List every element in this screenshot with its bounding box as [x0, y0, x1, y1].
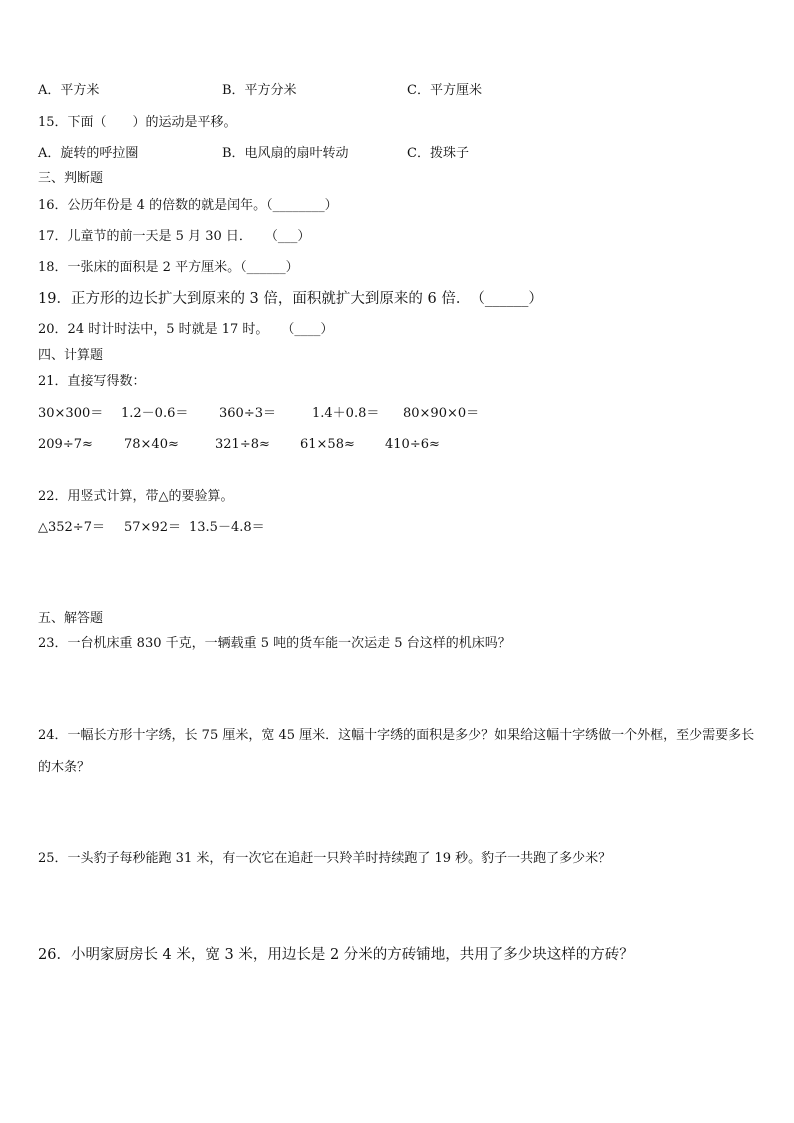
- judge-item-18: 18．一张床的面积是 2 平方厘米。（______）: [38, 260, 299, 275]
- judge-item-20: 20．24 时计时法中，5 时就是 17 时。 （____）: [38, 322, 334, 337]
- question-25: 25．一头豹子每秒能跑 31 米，有一次它在追赶一只羚羊时持续跑了 19 秒。豹子一共跑了多少米？: [38, 851, 612, 866]
- q21-calc-7: 78×40≈: [124, 437, 179, 452]
- section-heading-calc: 四、计算题: [38, 348, 104, 363]
- q21-calc-9: 61×58≈: [300, 437, 355, 452]
- q21-calc-1: 30×300＝: [38, 406, 104, 421]
- q15-option-c: C．拨珠子: [407, 146, 469, 161]
- q14-option-b: B．平方分米: [222, 83, 297, 98]
- judge-item-19: 19．正方形的边长扩大到原来的 3 倍，面积就扩大到原来的 6 倍． （______）: [38, 291, 543, 307]
- q14-option-a: A．平方米: [38, 83, 100, 98]
- question-24: 24．一幅长方形十字绣，长 75 厘米，宽 45 厘米．这幅十字绣的面积是多少？如果给这幅十字绣做一个外框，至少需要多长的木条？: [38, 728, 755, 775]
- q21-calc-8: 321÷8≈: [215, 437, 270, 452]
- q21-calc-3: 360÷3＝: [219, 406, 276, 421]
- q21-calc-5: 80×90×0＝: [403, 406, 480, 421]
- q22-calc-3: 13.5－4.8＝: [189, 520, 265, 535]
- q21-calc-4: 1.4＋0.8＝: [312, 406, 380, 421]
- q14-option-c: C．平方厘米: [407, 83, 482, 98]
- q15-option-a: A．旋转的呼拉圈: [38, 146, 139, 161]
- q21-calc-6: 209÷7≈: [38, 437, 93, 452]
- q21-stem: 21．直接写得数：: [38, 374, 146, 389]
- section-heading-judge: 三、判断题: [38, 171, 104, 186]
- q22-stem: 22．用竖式计算，带△的要验算。: [38, 489, 234, 504]
- q21-calc-10: 410÷6≈: [385, 437, 440, 452]
- question-26: 26．小明家厨房长 4 米，宽 3 米，用边长是 2 分米的方砖铺地，共用了多少块这样的方砖？: [38, 947, 634, 963]
- q15-stem: 15．下面（ ）的运动是平移。: [38, 115, 237, 130]
- judge-item-17: 17．儿童节的前一天是 5 月 30 日． （___）: [38, 229, 311, 244]
- judge-item-16: 16．公历年份是 4 的倍数的就是闰年。（________）: [38, 198, 338, 213]
- section-heading-solve: 五、解答题: [38, 611, 104, 626]
- q22-calc-1: △352÷7＝: [38, 520, 105, 535]
- q15-option-b: B．电风扇的扇叶转动: [222, 146, 349, 161]
- q22-calc-2: 57×92＝: [124, 520, 181, 535]
- q21-calc-2: 1.2－0.6＝: [121, 406, 189, 421]
- question-23: 23．一台机床重 830 千克，一辆载重 5 吨的货车能一次运走 5 台这样的机床吗？: [38, 636, 511, 651]
